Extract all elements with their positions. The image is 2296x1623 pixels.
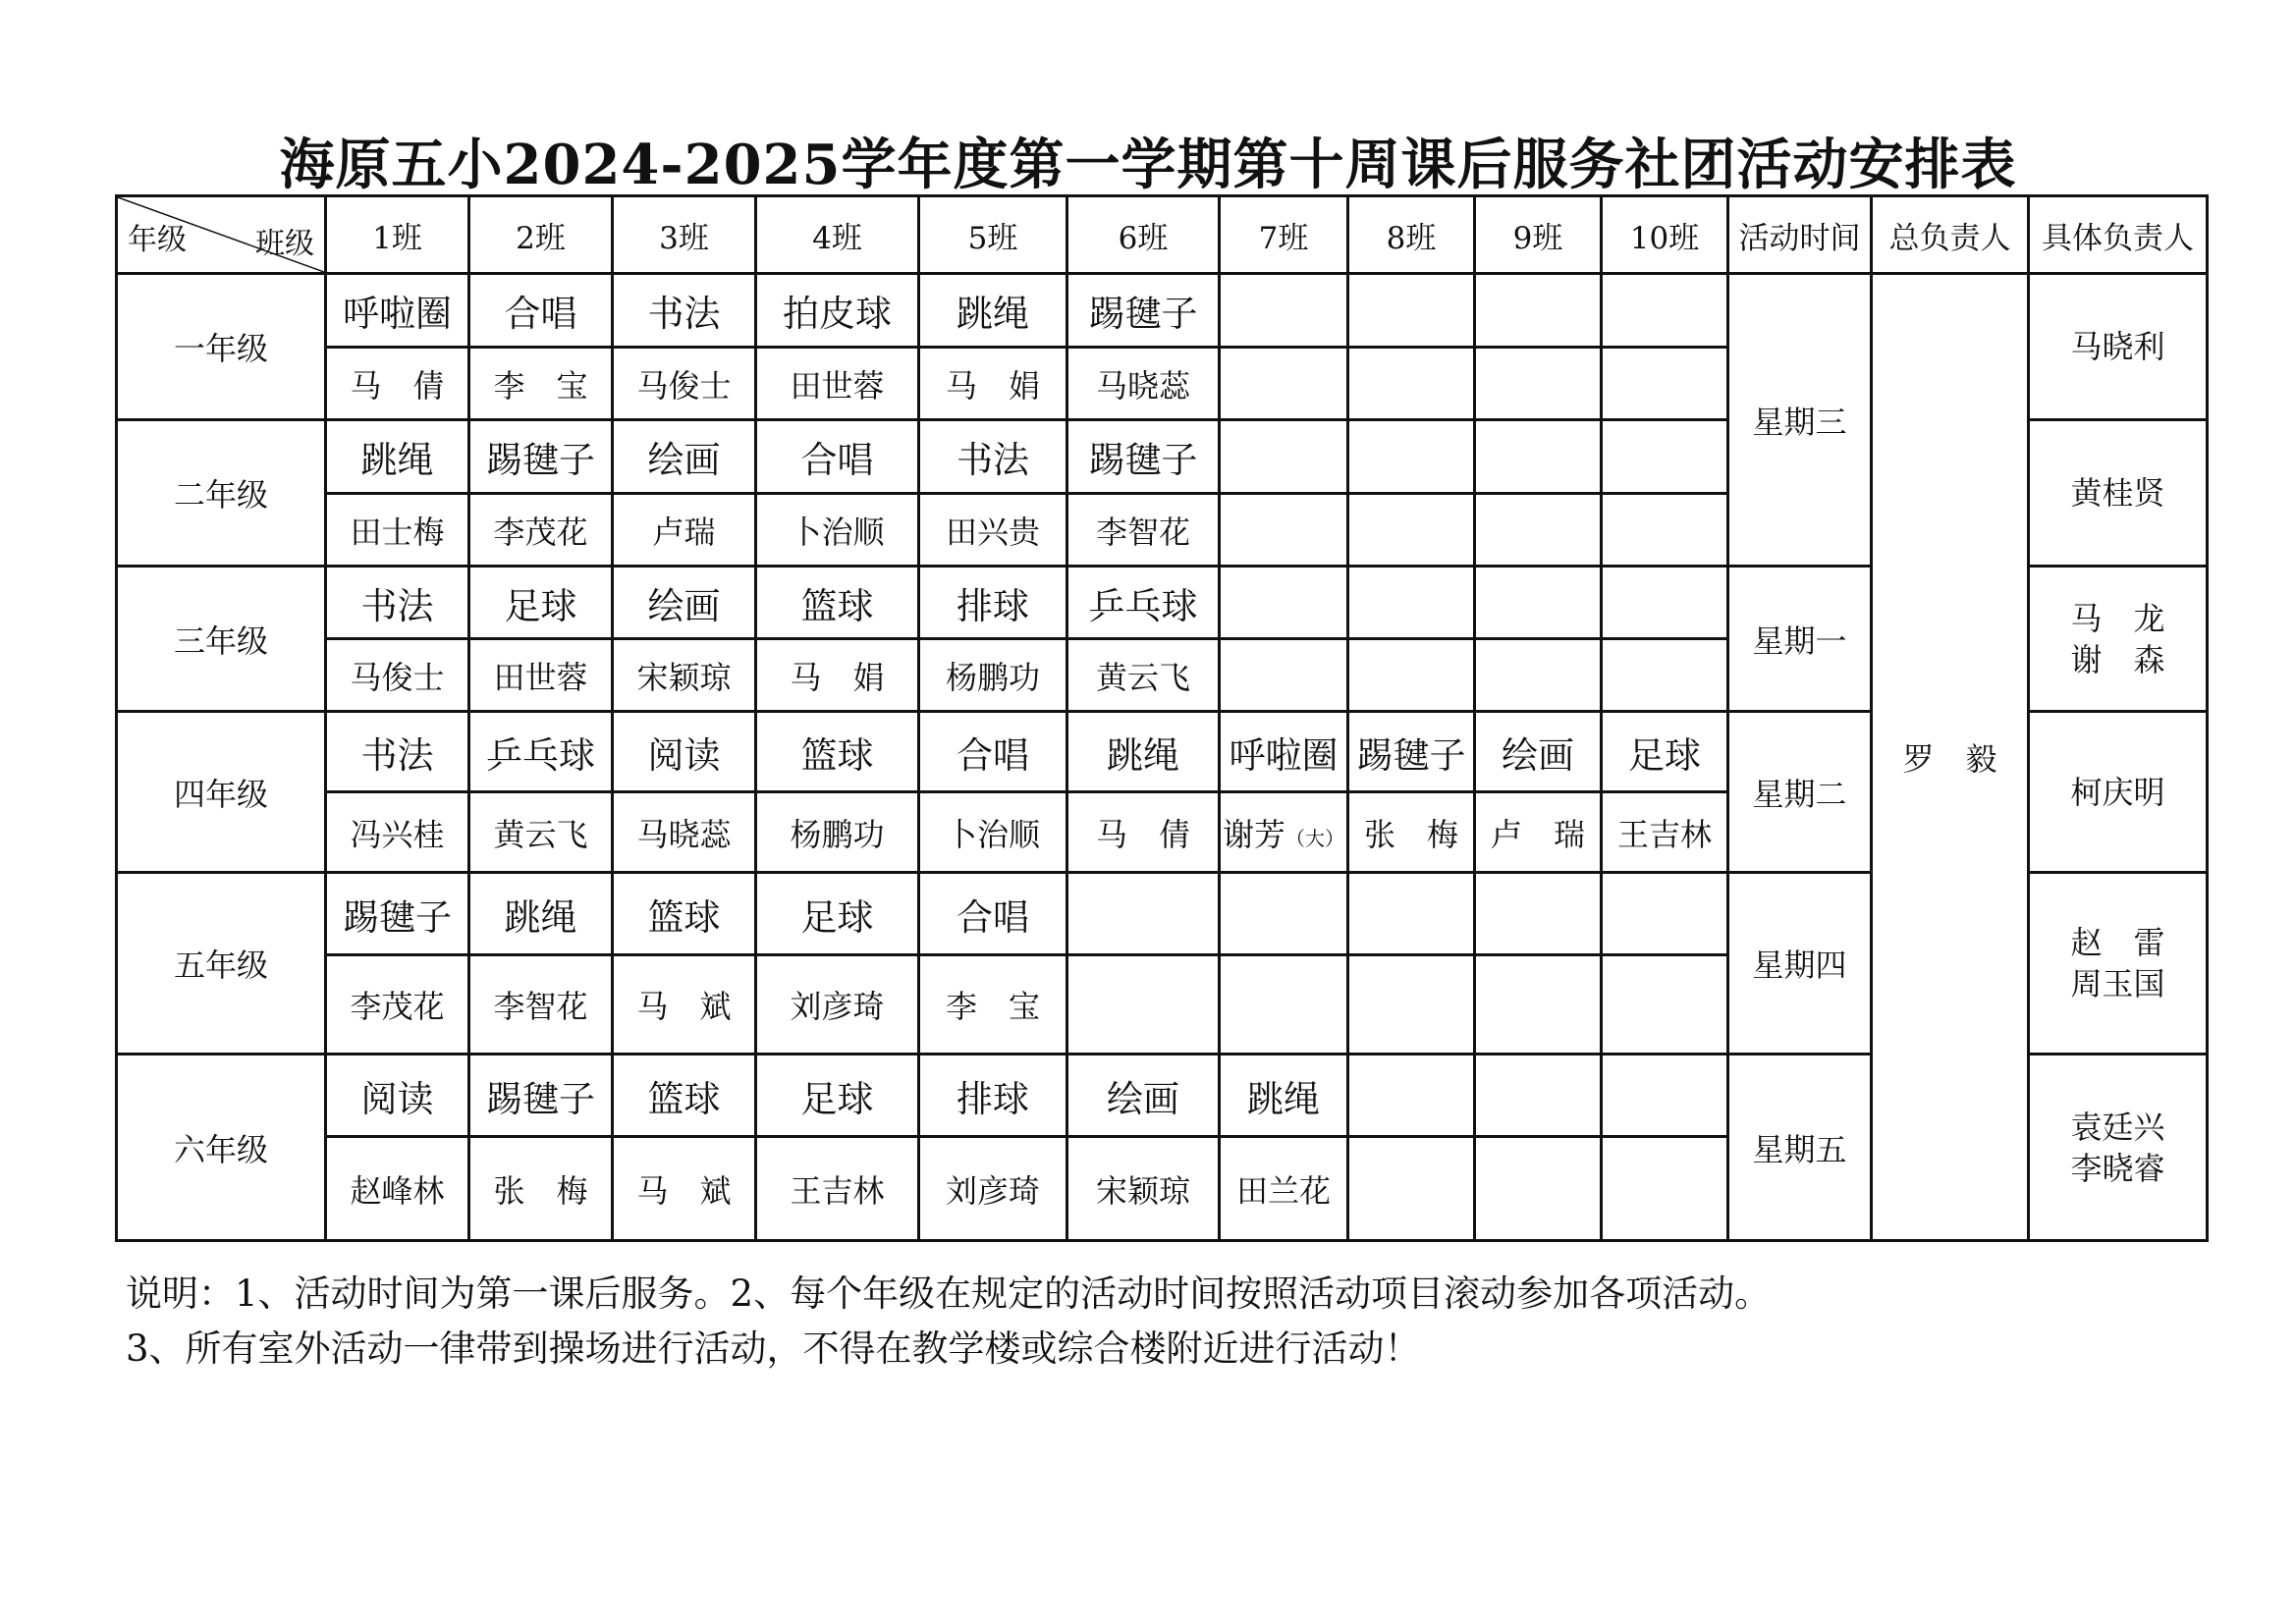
activity-cell — [1348, 1055, 1475, 1137]
activity-cell: 踢毽子 — [1348, 712, 1475, 792]
grade-label: 二年级 — [117, 420, 326, 567]
responsible-name: 李晓睿 — [2070, 1149, 2165, 1187]
activity-cell: 踢毽子 — [1067, 420, 1220, 494]
activity-cell: 阅读 — [326, 1055, 469, 1137]
class-header: 4班 — [756, 196, 919, 274]
activity-cell: 绘画 — [613, 567, 756, 639]
activity-cell: 合唱 — [919, 712, 1067, 792]
teacher-cell — [1220, 639, 1348, 712]
teacher-cell — [1220, 494, 1348, 567]
teacher-cell: 杨鹏功 — [919, 639, 1067, 712]
activity-cell: 足球 — [756, 1055, 919, 1137]
teacher-cell: 李智花 — [1067, 494, 1220, 567]
teacher-cell: 马 斌 — [613, 955, 756, 1055]
teacher-cell: 卜治顺 — [919, 792, 1067, 873]
teacher-cell: 刘彦琦 — [919, 1137, 1067, 1241]
activity-cell: 篮球 — [613, 1055, 756, 1137]
teacher-cell: 张 梅 — [1348, 792, 1475, 873]
activity-cell: 跳绳 — [919, 274, 1067, 348]
activity-cell: 乒乓球 — [1067, 567, 1220, 639]
class-header: 5班 — [919, 196, 1067, 274]
specific-responsible-cell — [2029, 420, 2208, 567]
activity-cell — [1475, 1055, 1602, 1137]
activity-cell: 踢毽子 — [1067, 274, 1220, 348]
activity-cell — [1220, 420, 1348, 494]
class-header: 9班 — [1475, 196, 1602, 274]
teacher-cell: 田兴贵 — [919, 494, 1067, 567]
activity-cell: 呼啦圈 — [1220, 712, 1348, 792]
teacher-cell — [1602, 1137, 1728, 1241]
teacher-cell: 马 倩 — [326, 348, 469, 420]
notes — [126, 1267, 1771, 1377]
activity-cell: 绘画 — [613, 420, 756, 494]
grade-label: 五年级 — [117, 873, 326, 1055]
teacher-cell: 赵峰林 — [326, 1137, 469, 1241]
note-line: 说明：1、活动时间为第一课后服务。2、每个年级在规定的活动时间按照活动项目滚动参加各项活动。 — [126, 1272, 1772, 1315]
teacher-cell: 黄云飞 — [1067, 639, 1220, 712]
teacher-cell: 黄云飞 — [469, 792, 613, 873]
activity-cell — [1348, 420, 1475, 494]
activity-cell: 阅读 — [613, 712, 756, 792]
teacher-cell — [1602, 494, 1728, 567]
activity-cell — [1602, 567, 1728, 639]
teacher-cell — [1348, 1137, 1475, 1241]
activity-cell — [1067, 873, 1220, 955]
activity-cell: 踢毽子 — [469, 420, 613, 494]
activity-cell — [1220, 274, 1348, 348]
teacher-cell: 宋颖琼 — [1067, 1137, 1220, 1241]
teacher-cell: 宋颖琼 — [613, 639, 756, 712]
responsible-name: 马晓利 — [2070, 328, 2165, 365]
activity-cell — [1602, 274, 1728, 348]
activity-time-cell: 星期一 — [1728, 567, 1872, 712]
activity-cell: 排球 — [919, 1055, 1067, 1137]
activity-cell: 绘画 — [1067, 1055, 1220, 1137]
schedule-table — [115, 194, 2209, 1242]
note-line: 3、所有室外活动一律带到操场进行活动，不得在教学楼或综合楼附近进行活动！ — [126, 1327, 1421, 1370]
teacher-cell: 李智花 — [469, 955, 613, 1055]
teacher-name: 谢芳 — [1222, 815, 1285, 853]
activity-cell — [1475, 274, 1602, 348]
teacher-cell: 马 娟 — [919, 348, 1067, 420]
time-header: 活动时间 — [1728, 196, 1872, 274]
activity-cell: 跳绳 — [1067, 712, 1220, 792]
teacher-cell: 杨鹏功 — [756, 792, 919, 873]
teacher-cell: 李 宝 — [919, 955, 1067, 1055]
teacher-cell — [1602, 639, 1728, 712]
activity-cell: 书法 — [326, 567, 469, 639]
responsible-name: 马 龙 — [2070, 599, 2165, 637]
grade-label: 一年级 — [117, 274, 326, 420]
activity-time-cell: 星期四 — [1728, 873, 1872, 1055]
teacher-cell: 冯兴桂 — [326, 792, 469, 873]
teacher-suffix: （大） — [1285, 826, 1344, 850]
activity-cell — [1348, 567, 1475, 639]
responsible-name: 赵 雷 — [2070, 924, 2165, 961]
specific-responsible-cell — [2029, 567, 2208, 712]
teacher-cell — [1475, 348, 1602, 420]
teacher-cell: 卜治顺 — [756, 494, 919, 567]
responsible-name: 黄桂贤 — [2070, 474, 2165, 512]
teacher-cell — [1348, 494, 1475, 567]
specific-responsible-cell — [2029, 712, 2208, 873]
teacher-cell: 刘彦琦 — [756, 955, 919, 1055]
activity-cell: 书法 — [613, 274, 756, 348]
specific-responsible-cell — [2029, 873, 2208, 1055]
specific-header: 具体负责人 — [2029, 196, 2208, 274]
activity-cell — [1348, 274, 1475, 348]
activity-cell: 绘画 — [1475, 712, 1602, 792]
teacher-cell: 马 娟 — [756, 639, 919, 712]
activity-cell: 足球 — [1602, 712, 1728, 792]
page-title: 海原五小2024-2025学年度第一学期第十周课后服务社团活动安排表 — [279, 133, 2017, 197]
corner-class-label: 班级 — [255, 227, 314, 261]
teacher-cell: 卢瑞 — [613, 494, 756, 567]
corner-grade-label: 年级 — [128, 223, 187, 257]
class-header: 6班 — [1067, 196, 1220, 274]
teacher-cell: 李茂花 — [469, 494, 613, 567]
teacher-cell: 田世蓉 — [469, 639, 613, 712]
responsible-name: 袁廷兴 — [2070, 1108, 2165, 1146]
teacher-cell — [1475, 494, 1602, 567]
teacher-cell — [1348, 639, 1475, 712]
responsible-name: 周玉国 — [2070, 965, 2165, 1002]
teacher-cell — [1475, 639, 1602, 712]
activity-cell: 跳绳 — [326, 420, 469, 494]
activity-cell — [1602, 873, 1728, 955]
activity-cell: 排球 — [919, 567, 1067, 639]
activity-time-cell: 星期二 — [1728, 712, 1872, 873]
activity-cell: 书法 — [919, 420, 1067, 494]
activity-cell: 合唱 — [469, 274, 613, 348]
teacher-cell — [1220, 348, 1348, 420]
teacher-cell: 田世蓉 — [756, 348, 919, 420]
activity-cell: 篮球 — [613, 873, 756, 955]
specific-responsible-cell — [2029, 1055, 2208, 1241]
overall-header: 总负责人 — [1872, 196, 2029, 274]
activity-cell: 呼啦圈 — [326, 274, 469, 348]
activity-cell: 踢毽子 — [469, 1055, 613, 1137]
activity-cell: 篮球 — [756, 712, 919, 792]
responsible-name: 谢 森 — [2070, 640, 2165, 678]
activity-cell — [1220, 873, 1348, 955]
teacher-cell — [1220, 955, 1348, 1055]
activity-cell — [1220, 567, 1348, 639]
class-header: 2班 — [469, 196, 613, 274]
teacher-cell: 卢 瑞 — [1475, 792, 1602, 873]
teacher-cell: 王吉林 — [1602, 792, 1728, 873]
teacher-cell: 张 梅 — [469, 1137, 613, 1241]
grade-label: 四年级 — [117, 712, 326, 873]
teacher-cell: 王吉林 — [756, 1137, 919, 1241]
teacher-cell — [1602, 955, 1728, 1055]
activity-time-cell: 星期五 — [1728, 1055, 1872, 1241]
teacher-cell — [1220, 792, 1348, 873]
teacher-cell: 马晓蕊 — [1067, 348, 1220, 420]
teacher-cell — [1067, 955, 1220, 1055]
specific-responsible-cell — [2029, 274, 2208, 420]
grade-label: 六年级 — [117, 1055, 326, 1241]
teacher-cell: 马俊士 — [613, 348, 756, 420]
activity-cell: 踢毽子 — [326, 873, 469, 955]
activity-cell: 足球 — [756, 873, 919, 955]
teacher-cell — [1348, 348, 1475, 420]
grade-label: 三年级 — [117, 567, 326, 712]
activity-cell — [1475, 420, 1602, 494]
teacher-cell: 李 宝 — [469, 348, 613, 420]
activity-cell: 篮球 — [756, 567, 919, 639]
teacher-cell: 马 斌 — [613, 1137, 756, 1241]
teacher-cell: 马俊士 — [326, 639, 469, 712]
responsible-name: 柯庆明 — [2070, 773, 2165, 811]
class-header: 8班 — [1348, 196, 1475, 274]
activity-cell — [1602, 1055, 1728, 1137]
activity-cell: 跳绳 — [1220, 1055, 1348, 1137]
teacher-cell: 马 倩 — [1067, 792, 1220, 873]
teacher-cell — [1602, 348, 1728, 420]
activity-row — [117, 274, 2208, 348]
activity-cell: 足球 — [469, 567, 613, 639]
teacher-cell: 李茂花 — [326, 955, 469, 1055]
teacher-cell — [1348, 955, 1475, 1055]
teacher-cell: 田兰花 — [1220, 1137, 1348, 1241]
class-header: 1班 — [326, 196, 469, 274]
teacher-cell: 马晓蕊 — [613, 792, 756, 873]
activity-cell: 跳绳 — [469, 873, 613, 955]
teacher-cell — [1475, 955, 1602, 1055]
activity-cell — [1475, 873, 1602, 955]
header-row — [117, 196, 2208, 274]
class-header: 10班 — [1602, 196, 1728, 274]
class-header: 7班 — [1220, 196, 1348, 274]
activity-cell: 合唱 — [756, 420, 919, 494]
activity-cell: 乒乓球 — [469, 712, 613, 792]
teacher-cell — [1475, 1137, 1602, 1241]
activity-cell — [1348, 873, 1475, 955]
activity-cell: 拍皮球 — [756, 274, 919, 348]
class-header: 3班 — [613, 196, 756, 274]
activity-cell — [1602, 420, 1728, 494]
activity-cell — [1475, 567, 1602, 639]
activity-cell: 书法 — [326, 712, 469, 792]
activity-cell: 合唱 — [919, 873, 1067, 955]
corner-header-cell — [117, 196, 326, 274]
overall-responsible-cell: 罗 毅 — [1872, 274, 2029, 1241]
activity-time-cell: 星期三 — [1728, 274, 1872, 567]
teacher-cell: 田士梅 — [326, 494, 469, 567]
